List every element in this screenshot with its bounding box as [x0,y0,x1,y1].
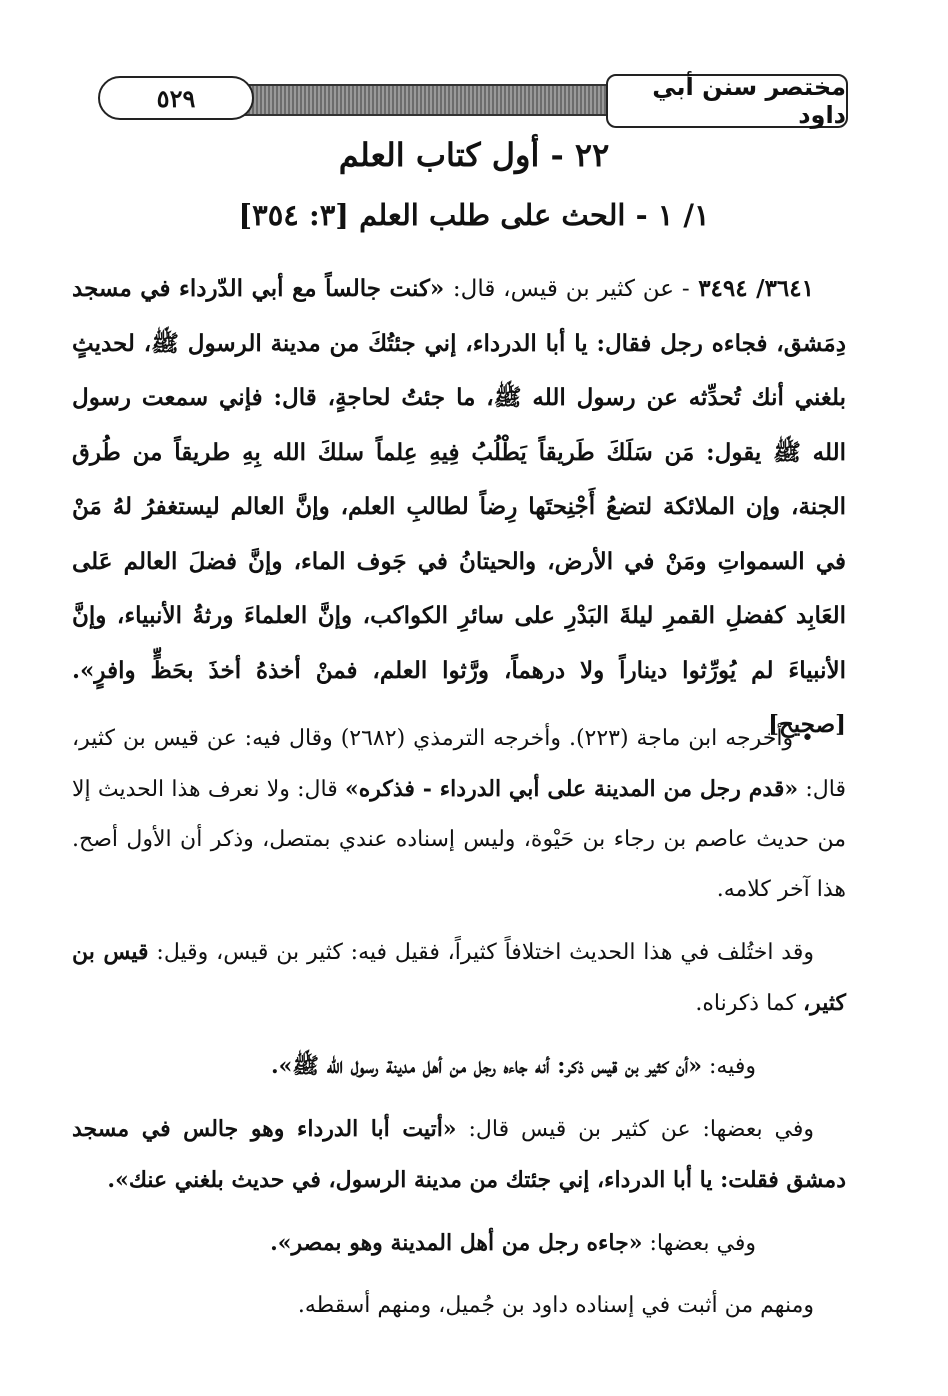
running-header [80,74,848,128]
note-text: كما ذكرناه. [695,991,796,1016]
note-quote: «أن كثير بن قيس ذكر: أنه جاءه رجل من أهل مدينة رسول الله ﷺ». [270,1053,702,1079]
note-quote: «جاءه رجل من أهل المدينة وهو بمصر». [270,1230,643,1256]
page-number: ٥٢٩ [98,76,254,120]
note-text: وفي بعضها: عن كثير بن قيس قال: [468,1117,814,1142]
note-paragraph [72,1281,846,1331]
note-text: قال: ولا نعرف هذا الحديث إلا من حديث عاصم بن رجاء بن حَيْوة، وليس إسناده عندي بمتصل، وذكر أن الأول أصح. هذا آخر كلامه. [72,777,846,902]
note-paragraph [72,1041,846,1092]
note-text: ومنهم من أثبت في إسناده داود بن جُميل، ومنهم أسقطه. [297,1293,814,1318]
section-title: ١/ ١ - الحث على طلب العلم [٣: ٣٥٤] [238,198,710,232]
note-paragraph [72,1104,846,1206]
hadith-text: «كنت جالساً مع أبي الدّرداء في مسجد دِمَشق، فجاءه رجل فقال: يا أبا الدرداء، إني جئتُكَ من مدينة الرسول ﷺ، لحديثٍ بلغني أنك تُحدِّثه عن رسول الله ﷺ، ما جئتُ لحاجةٍ، قال: فإني سمعت رسول الله ﷺ يقول: مَن سَلَكَ طَريقاً يَطْلُبُ فِيهِ عِلماً سلكَ الله بِهِ طريقاً من طُرق الجنة، وإن الملائكة لتضعُ أَجْنِحتَها رِضاً لطالبِ العلم، وإنَّ العالم ليستغفرُ لهُ مَنْ في السمواتِ ومَنْ في الأرض، والحيتانُ في جَوف الماء، وإنَّ فضلَ العالم عَلى العَابِد كفضلِ القمرِ ليلةَ البَدْرِ على سائرِ الكواكب، وإنَّ العلماءَ ورثةُ الأنبياء، وإنَّ الأنبياءَ لم يُورِّثوا ديناراً ولا درهماً، ورَّثوا العلم، فمنْ أخذهُ أخذَ بحَظٍّ وافرٍ». [72,275,846,684]
note-text: وفي بعضها: [649,1231,756,1256]
note-paragraph [72,927,846,1029]
book-title: مختصر سنن أبي داود [606,74,848,128]
hadith-intro: - عن كثير بن قيس، قال: [452,276,690,302]
note-quote: «أتيت أبا الدرداء وهو جالس في مسجد دمشق فقلت: يا أبا الدرداء، إني جئتك من مدينة الرسول، في حديث بلغني عنك». [72,1116,846,1193]
note-text: وقد اختُلف في هذا الحديث اختلافاً كثيراً، فقيل فيه: كثير بن قيس، وقيل: [156,940,814,965]
note-text: • وأخرجه ابن ماجة (٢٢٣). وأخرجه الترمذي (٢٦٨٢) وقال فيه: عن قيس بن كثير، قال: [72,726,846,802]
note-quote: قيس بن كثير، [72,939,846,1016]
hadith-number: ٣٦٤١/ ٣٤٩٤ [698,275,814,302]
note-paragraph [72,1218,846,1269]
note-paragraph [72,714,846,915]
hadith-block [72,262,846,753]
commentary [72,714,846,1343]
chapter-title: ٢٢ - أول كتاب العلم [338,136,610,174]
hadith-grade: [صحيح] [768,711,846,738]
note-text: وفيه: [709,1054,756,1079]
note-quote: «قدم رجل من المدينة على أبي الدرداء - فذكره» [344,776,799,802]
